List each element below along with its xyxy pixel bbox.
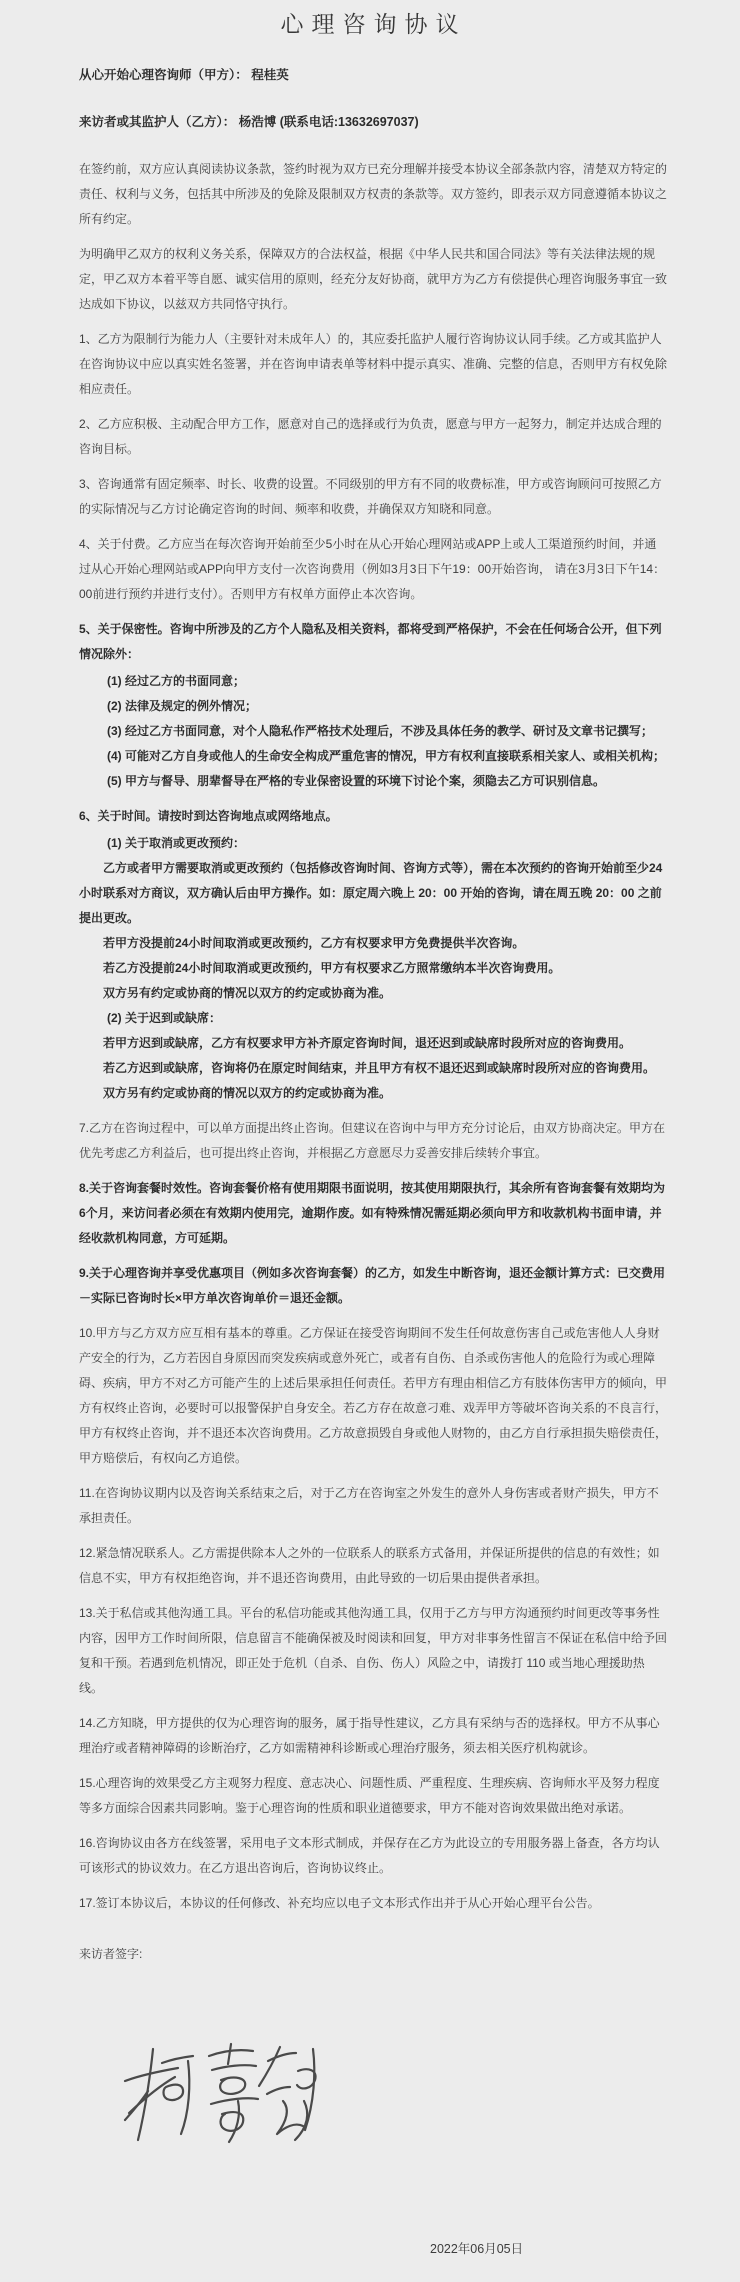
clause-paragraph: 8.关于咨询套餐时效性。咨询套餐价格有使用期限书面说明，按其使用期限执行，其余所有咨询套餐有效期均为6个月，来访问者必须在有效期内使用完，逾期作废。如有特殊情况需延期必须向甲方和收款机构书面申请，并经收款机构同意，方可延期。	[79, 1181, 666, 1245]
page-title: 心理咨询协议	[280, 11, 467, 37]
clause-paragraph: 1、乙方为限制行为能力人（主要针对未成年人）的，其应委托监护人履行咨询协议认同手续。乙方或其监护人在咨询协议中应以真实姓名签署，并在咨询申请表单等材料中提示真实、准确、完整的信息，否则甲方有权免除相应责任。	[79, 332, 668, 396]
clause-paragraph: 4、关于付费。乙方应当在每次咨询开始前至少5小时在从心开始心理网站或APP上或人工渠道预约时间，并通过从心开始心理网站或APP向甲方支付一次咨询费用（例如3月3日下午19：00开始咨询， 请在3月3日下午14：00前进行预约并进行支付）。否则甲方有权单方面停止本次咨询。	[79, 537, 666, 601]
clause-subline: 若甲方迟到或缺席，乙方有权要求甲方补齐原定咨询时间，退还迟到或缺席时段所对应的咨询费用。	[103, 1036, 632, 1050]
clause-subline: (4) 可能对乙方自身或他人的生命安全构成严重危害的情况，甲方有权利直接联系相关家人、或相关机构；	[107, 749, 666, 763]
clause-subline: (3) 经过乙方书面同意，对个人隐私作严格技术处理后，不涉及具体任务的教学、研讨及文章书记撰写；	[107, 724, 654, 738]
clause-paragraph: 9.关于心理咨询并享受优惠项目（例如多次咨询套餐）的乙方，如发生中断咨询，退还金额计算方式：已交费用－实际已咨询时长×甲方单次咨询单价＝退还金额。	[79, 1266, 666, 1305]
clause-subline: (1) 经过乙方的书面同意；	[107, 674, 246, 688]
clause-subline: 若乙方迟到或缺席，咨询将仍在原定时间结束，并且甲方有权不退还迟到或缺席时段所对应的咨询费用。	[103, 1061, 656, 1075]
clause-paragraph: 15.心理咨询的效果受乙方主观努力程度、意志决心、问题性质、严重程度、生理疾病、咨询师水平及努力程度等多方面综合因素共同影响。鉴于心理咨询的性质和职业道德要求，甲方不能对咨询效果做出绝对承诺。	[79, 1776, 660, 1815]
agreement-clauses	[79, 157, 668, 1916]
clause-paragraph: 14.乙方知晓，甲方提供的仅为心理咨询的服务，属于指导性建议，乙方具有采纳与否的选择权。甲方不从事心理治疗或者精神障碍的诊断治疗，乙方如需精神科诊断或心理治疗服务，须去相关医疗机构就诊。	[79, 1716, 660, 1755]
clause-paragraph: 11.在咨询协议期内以及咨询关系结束之后，对于乙方在咨询室之外发生的意外人身伤害或者财产损失，甲方不承担责任。	[79, 1486, 659, 1525]
clause-subline: 若乙方没提前24小时间取消或更改预约，甲方有权要求乙方照常缴纳本半次咨询费用。	[103, 961, 561, 975]
clause-paragraph: 12.紧急情况联系人。乙方需提供除本人之外的一位联系人的联系方式备用，并保证所提供的信息的有效性；如信息不实，甲方有权拒绝咨询，并不退还咨询费用，由此导致的一切后果由提供者承担。	[79, 1546, 660, 1585]
clause-paragraph: 为明确甲乙双方的权利义务关系，保障双方的合法权益，根据《中华人民共和国合同法》等有关法律法规的规定，甲乙双方本着平等自愿、诚实信用的原则，经充分友好协商，就甲方为乙方有偿提供心理咨询服务事宜一致达成如下协议，以兹双方共同恪守执行。	[79, 247, 668, 311]
clause-paragraph: 在签约前，双方应认真阅读协议条款，签约时视为双方已充分理解并接受本协议全部条款内容，清楚双方特定的责任、权利与义务，包括其中所涉及的免除及限制双方权责的条款等。双方签约，即表示双方同意遵循本协议之所有约定。	[79, 162, 668, 226]
clause-subline: 乙方或者甲方需要取消或更改预约（包括修改咨询时间、咨询方式等），需在本次预约的咨询开始前至少24小时联系对方商议，双方确认后由甲方操作。如：原定周六晚上 20：00 开始的咨询，请在周五晚 20：00 之前提出更改。	[79, 861, 663, 925]
clause-paragraph: 3、咨询通常有固定频率、时长、收费的设置。不同级别的甲方有不同的收费标准，甲方或咨询顾问可按照乙方的实际情况与乙方讨论确定咨询的时间、频率和收费，并确保双方知晓和同意。	[79, 477, 662, 516]
clause-subline: (1) 关于取消或更改预约：	[107, 836, 246, 850]
clause-paragraph: 13.关于私信或其他沟通工具。平台的私信功能或其他沟通工具，仅用于乙方与甲方沟通预约时间更改等事务性内容，因甲方工作时间所限，信息留言不能确保被及时阅读和回复，甲方对非事务性留言不保证在私信中给予回复和干预。若遇到危机情况，即正处于危机（自杀、自伤、伤人）风险之中，请拨打 110 或当地心理援助热线。	[79, 1606, 668, 1695]
party-b-line: 来访者或其监护人（乙方）： 杨浩博 (联系电话:13632697037)	[79, 115, 419, 129]
clause-paragraph: 16.咨询协议由各方在线签署，采用电子文本形式制成，并保存在乙方为此设立的专用服务器上备查，各方均认可该形式的协议效力。在乙方退出咨询后，咨询协议终止。	[79, 1836, 660, 1875]
clause-subline: 若甲方没提前24小时间取消或更改预约，乙方有权要求甲方免费提供半次咨询。	[103, 936, 525, 950]
clause-subline: (5) 甲方与督导、朋辈督导在严格的专业保密设置的环境下讨论个案，须隐去乙方可识别信息。	[107, 774, 606, 788]
party-a-line: 从心开始心理咨询师（甲方）： 程桂英	[79, 68, 289, 82]
visitor-signature-label: 来访者签字:	[79, 1947, 143, 1961]
clause-subline: 双方另有约定或协商的情况以双方的约定或协商为准。	[103, 1086, 392, 1100]
clause-paragraph: 6、关于时间。请按时到达咨询地点或网络地点。	[79, 809, 338, 823]
clause-subline: (2) 关于迟到或缺席：	[107, 1011, 222, 1025]
visitor-signature-image	[117, 2041, 349, 2147]
clause-paragraph: 5、关于保密性。咨询中所涉及的乙方个人隐私及相关资料，都将受到严格保护，不会在任何场合公开，但下列情况除外：	[79, 622, 662, 661]
clause-paragraph: 7.乙方在咨询过程中，可以单方面提出终止咨询。但建议在咨询中与甲方充分讨论后，由双方协商决定。甲方在优先考虑乙方利益后，也可提出终止咨询，并根据乙方意愿尽力妥善安排后续转介事宜。	[79, 1121, 666, 1160]
clause-paragraph: 2、乙方应积极、主动配合甲方工作，愿意对自己的选择或行为负责，愿意与甲方一起努力，制定并达成合理的咨询目标。	[79, 417, 662, 456]
clause-subline: (2) 法律及规定的例外情况；	[107, 699, 258, 713]
handwritten-signature-svg	[117, 2041, 349, 2147]
signature-date: 2022年06月05日	[430, 2242, 524, 2256]
clause-subline: 双方另有约定或协商的情况以双方的约定或协商为准。	[103, 986, 392, 1000]
clause-paragraph: 10.甲方与乙方双方应互相有基本的尊重。乙方保证在接受咨询期间不发生任何故意伤害自己或危害他人人身财产安全的行为，乙方若因自身原因而突发疾病或意外死亡，或者有自伤、自杀或伤害他人的危险行为或心理障碍、疾病，甲方不对乙方可能产生的上述后果承担任何责任。若甲方有理由相信乙方有肢体伤害甲方的倾向，甲方有权终止咨询，必要时可以报警保护自身安全。若乙方存在故意刁难、戏弄甲方等破坏咨询关系的不良言行，甲方有权终止咨询，并不退还本次咨询费用。乙方故意损毁自身或他人财物的，由乙方自行承担损失赔偿责任，甲方赔偿后，有权向乙方追偿。	[79, 1326, 668, 1465]
clause-paragraph: 17.签订本协议后，本协议的任何修改、补充均应以电子文本形式作出并于从心开始心理平台公告。	[79, 1896, 600, 1910]
